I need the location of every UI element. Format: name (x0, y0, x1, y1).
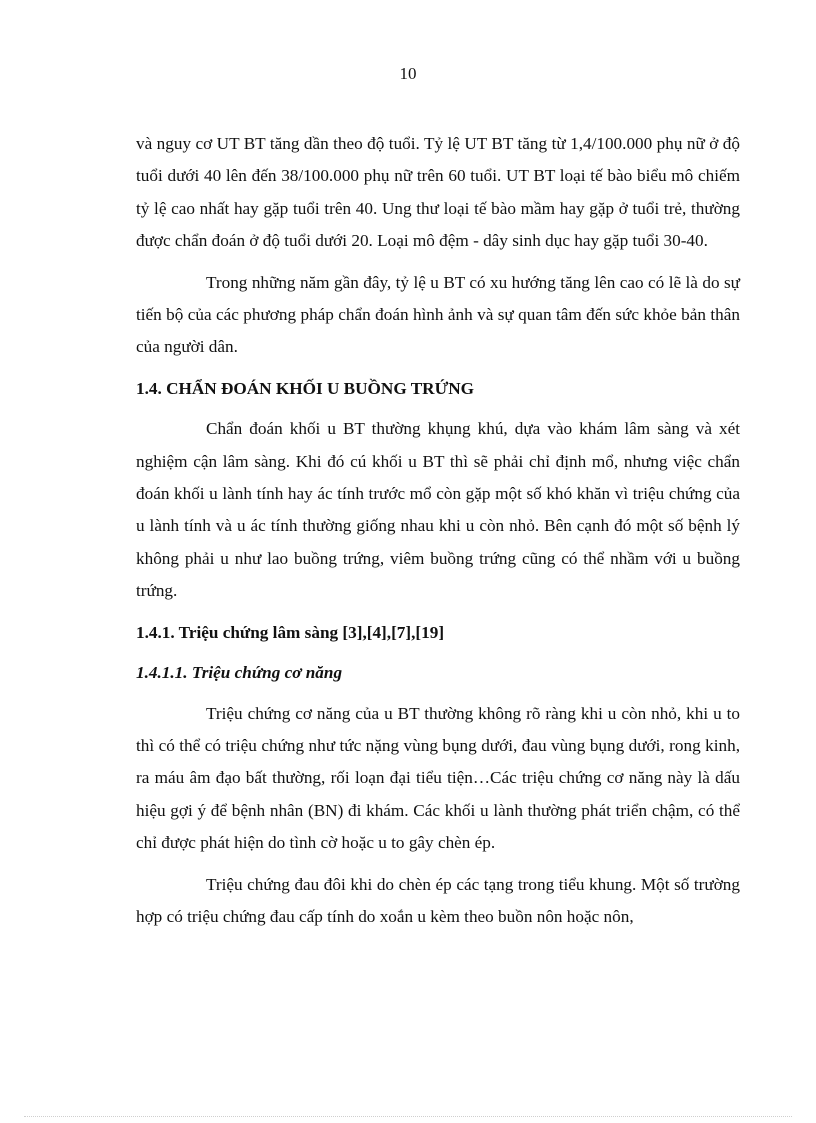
page-body (136, 128, 740, 942)
subsection-heading-1-4-1: 1.4.1. Triệu chứng lâm sàng [3],[4],[7],[19] (136, 622, 445, 642)
page-number: 10 (399, 64, 417, 83)
paragraph-continued: và nguy cơ UT BT tăng dần theo độ tuổi. Tỷ lệ UT BT tăng từ 1,4/100.000 phụ nữ ở độ tuổi dưới 40 lên đến 38/100.000 phụ nữ trên 60 tuổi. UT BT loại tế bào biểu mô chiếm tỷ lệ cao nhất hay gặp tuổi trên 40. Ung thư loại tế bào mầm hay gặp ở tuổi trẻ, thường được chẩn đoán ở độ tuổi dưới 20. Loại mô đệm - dây sinh dục hay gặp tuổi 30-40. (136, 134, 740, 251)
paragraph: Trong những năm gần đây, tỷ lệ u BT có xu hướng tăng lên cao có lẽ là do sự tiến bộ của các phương pháp chẩn đoán hình ảnh và sự quan tâm đến sức khỏe bản thân của người dân. (136, 272, 740, 357)
subsubsection-heading-1-4-1-1: 1.4.1.1. Triệu chứng cơ năng (136, 663, 343, 683)
footer-divider (24, 1116, 792, 1117)
paragraph: Chẩn đoán khối u BT thường khụng khú, dựa vào khám lâm sàng và xét nghiệm cận lâm sàng. Khi đó cú khối u BT thì sẽ phải chỉ định mổ, nhưng việc chẩn đoán khối u lành tính hay ác tính trước mổ còn gặp một số khó khăn vì triệu chứng của u lành tính và u ác tính thường giống nhau khi u còn nhỏ. Bên cạnh đó một số bệnh lý không phải u như lao buồng trứng, viêm buồng trứng cũng có thể nhầm với u buồng trứng. (136, 419, 740, 601)
section-heading-1-4: 1.4. CHẨN ĐOÁN KHỐI U BUỒNG TRỨNG (136, 378, 475, 398)
paragraph: Triệu chứng cơ năng của u BT thường không rõ ràng khi u còn nhỏ, khi u to thì có thể có triệu chứng như tức nặng vùng bụng dưới, đau vùng bụng dưới, rong kinh, ra máu âm đạo bất thường, rối loạn đại tiểu tiện…Các triệu chứng cơ năng này là dấu hiệu gợi ý để bệnh nhân (BN) đi khám. Các khối u lành thường phát triển chậm, có thể chỉ được phát hiện do tình cờ hoặc u to gây chèn ép. (136, 703, 740, 853)
paragraph: Triệu chứng đau đôi khi do chèn ép các tạng trong tiểu khung. Một số trường hợp có triệu chứng đau cấp tính do xoắn u kèm theo buồn nôn hoặc nôn, (136, 874, 740, 926)
